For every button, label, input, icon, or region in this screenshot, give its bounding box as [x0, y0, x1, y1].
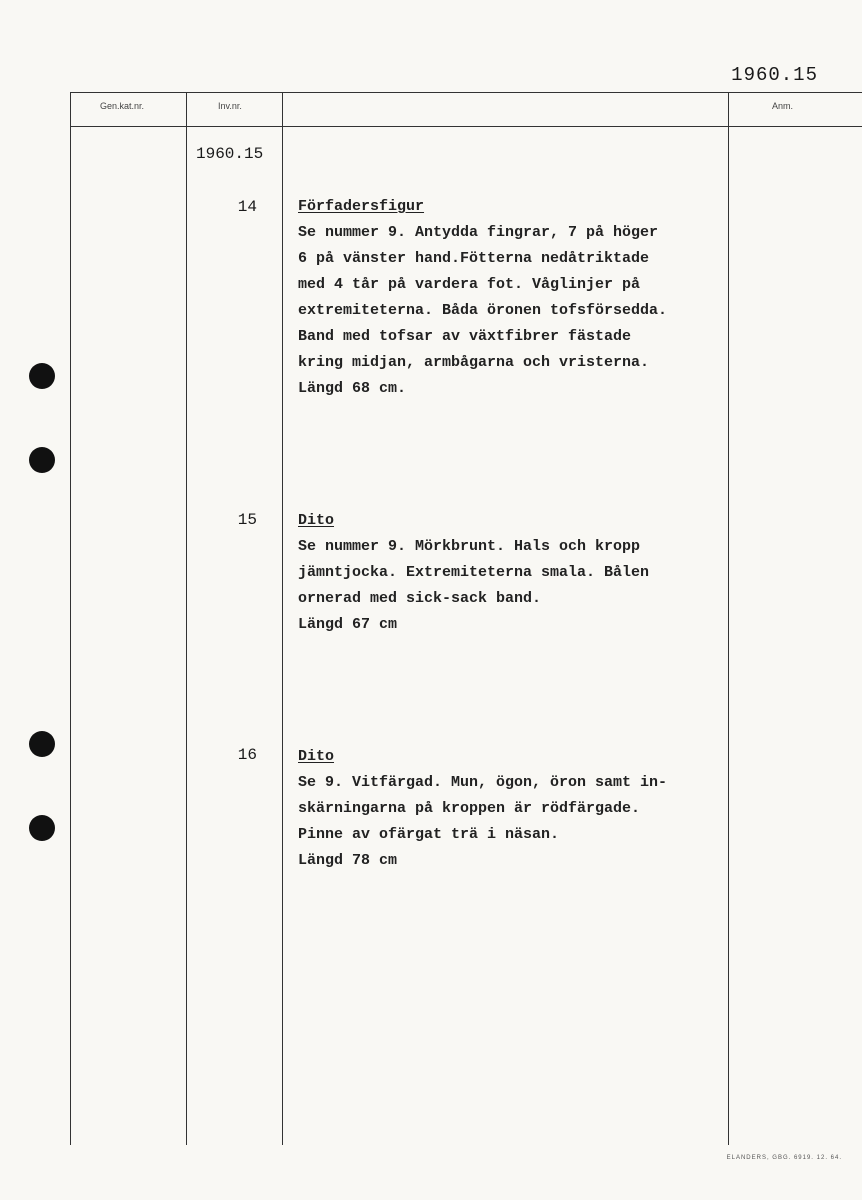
item-14-line: extremiteterna. Båda öronen tofsförsedda.	[298, 302, 668, 319]
punch-hole	[29, 363, 55, 389]
column-divider-desc-anm	[728, 92, 729, 1145]
item-15-title: Dito	[298, 512, 335, 529]
column-divider-left	[70, 92, 71, 1145]
item-14-description	[298, 194, 723, 402]
item-16-title: Dito	[298, 748, 335, 765]
item-14-line: Band med tofsar av växtfibrer fästade	[298, 328, 632, 345]
item-16-line: Längd 78 cm	[298, 852, 398, 869]
item-15-line: jämntjocka. Extremiteterna smala. Bålen	[298, 564, 650, 581]
inv-series: 1960.15	[196, 145, 264, 163]
header-gen-kat: Gen.kat.nr.	[100, 101, 145, 111]
item-16-line: Se 9. Vitfärgad. Mun, ögon, öron samt in-	[298, 774, 668, 791]
header-anm: Anm.	[772, 101, 794, 111]
item-15-number: 15	[237, 511, 257, 529]
item-14-line: med 4 tår på vardera fot. Våglinjer på	[298, 276, 641, 293]
item-14-line: Se nummer 9. Antydda fingrar, 7 på höger	[298, 224, 659, 241]
punch-hole	[29, 447, 55, 473]
column-divider-inv-desc	[282, 92, 283, 1145]
printer-imprint: ELANDERS, GBG. 6919. 12. 64.	[726, 1155, 842, 1161]
item-16-line: skärningarna på kroppen är rödfärgade.	[298, 800, 641, 817]
punch-hole	[29, 815, 55, 841]
header-top-rule	[70, 92, 862, 93]
item-16-number: 16	[237, 746, 257, 764]
page-number: 1960.15	[731, 64, 818, 86]
item-15-line: ornerad med sick-sack band.	[298, 590, 542, 607]
item-15-line: Längd 67 cm	[298, 616, 398, 633]
item-14-line: 6 på vänster hand.Fötterna nedåtriktade	[298, 250, 650, 267]
item-14-title: Förfadersfigur	[298, 198, 425, 215]
header-inv: Inv.nr.	[218, 101, 242, 111]
punch-hole	[29, 731, 55, 757]
item-14-number: 14	[237, 198, 257, 216]
header-bottom-rule	[70, 126, 862, 127]
column-divider-gen-inv	[186, 92, 187, 1145]
item-15-description	[298, 508, 723, 638]
item-16-line: Pinne av ofärgat trä i näsan.	[298, 826, 560, 843]
item-15-line: Se nummer 9. Mörkbrunt. Hals och kropp	[298, 538, 641, 555]
item-14-line: Längd 68 cm.	[298, 380, 407, 397]
item-16-description	[298, 744, 723, 874]
item-14-line: kring midjan, armbågarna och vristerna.	[298, 354, 650, 371]
